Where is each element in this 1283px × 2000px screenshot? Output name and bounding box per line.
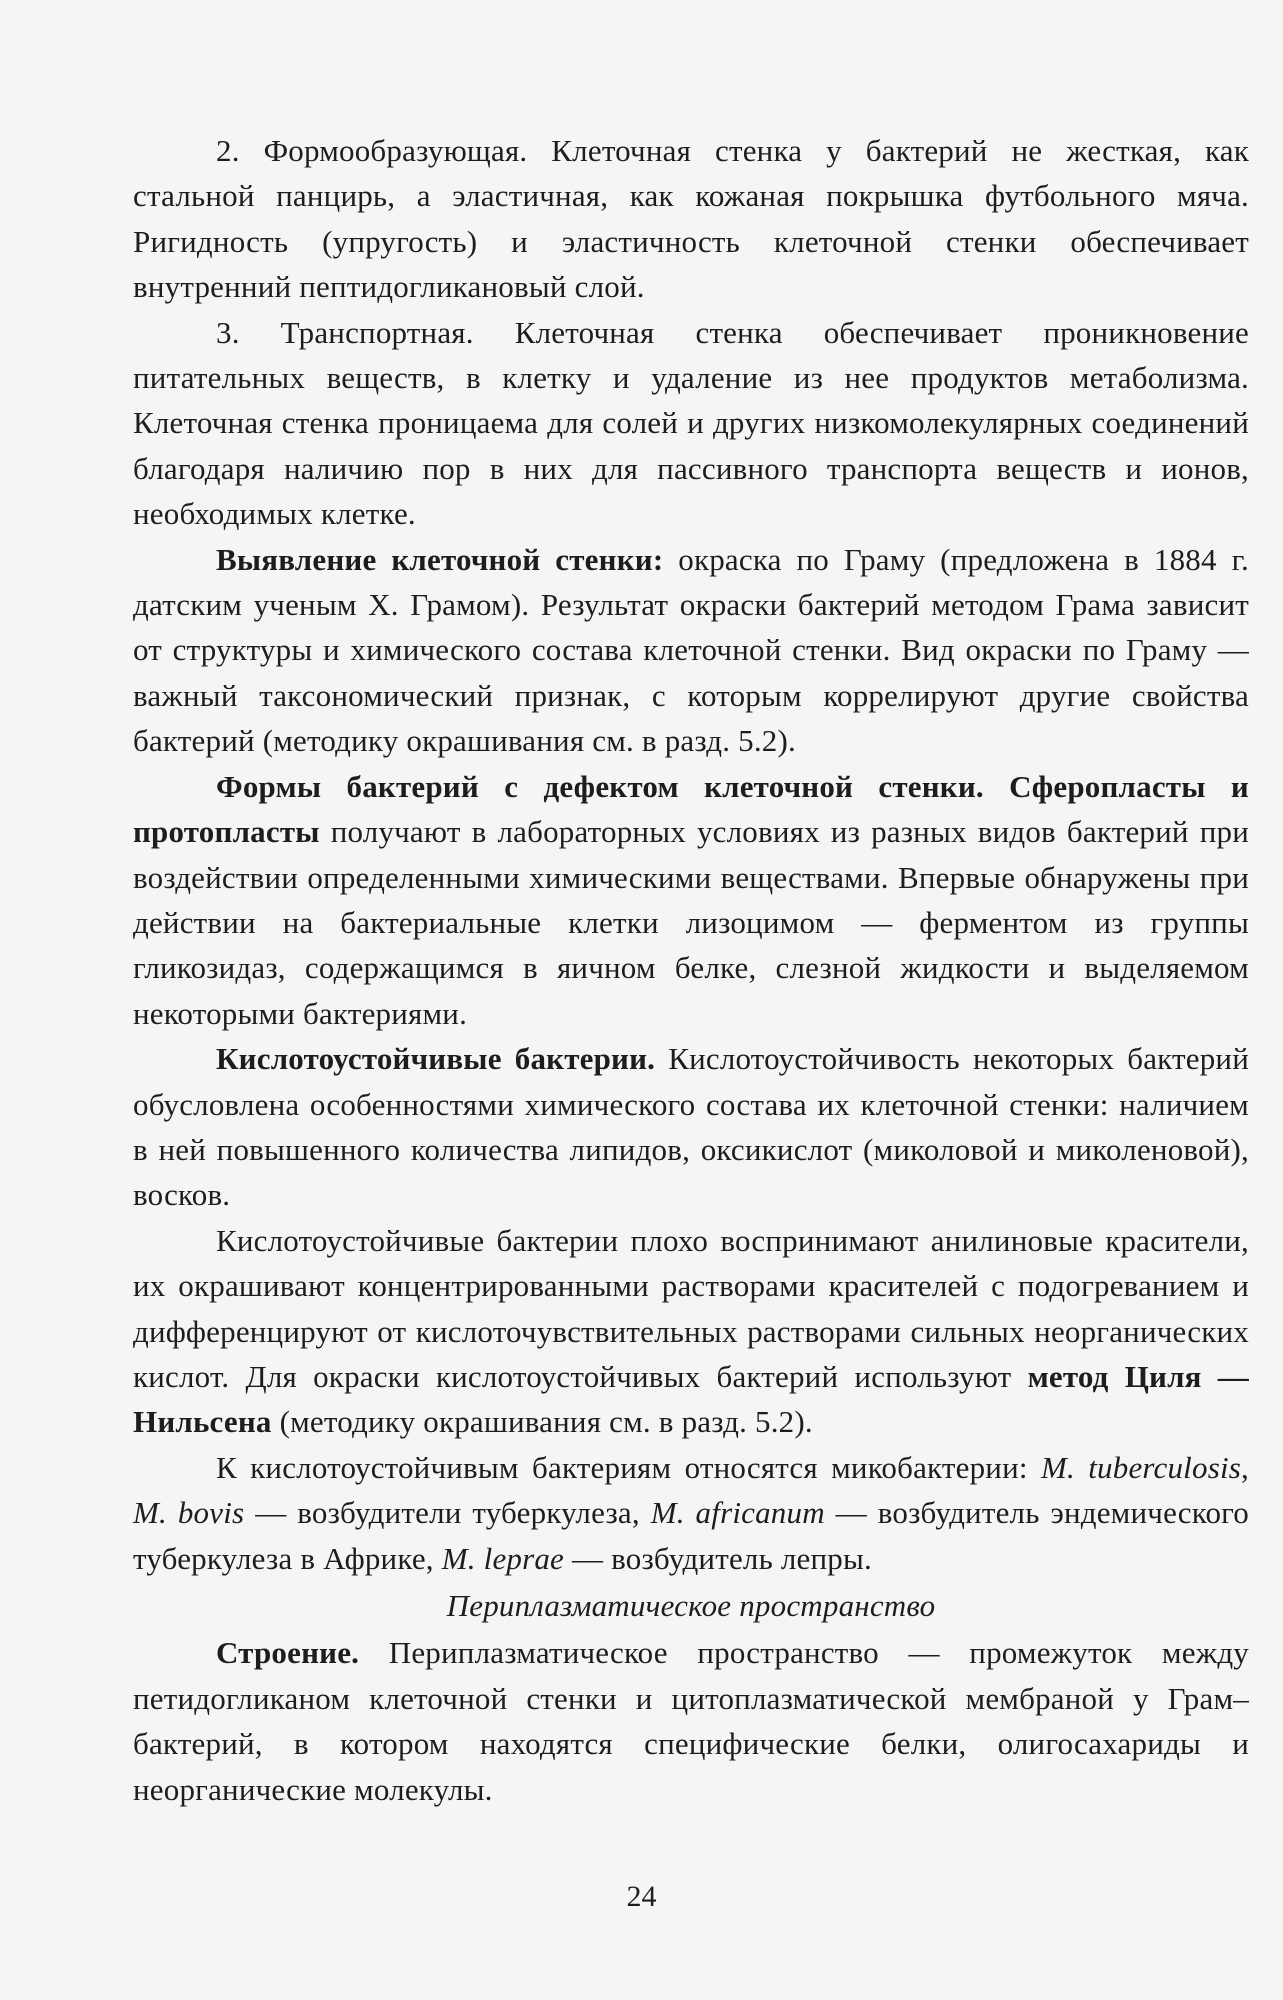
italic-species: M. tuberculosis (1040, 1449, 1242, 1485)
bold-term: метод Циля — Нильсена (133, 1358, 1249, 1440)
paragraph-cell-wall-defect-forms (133, 764, 1249, 1036)
italic-species: M. leprae (441, 1540, 565, 1576)
paragraph-text: (методику окрашивания см. в разд. 5.2). (271, 1404, 813, 1440)
paragraph-text: Кислотоустойчивые бактерии плохо воспринимают анилиновые красители, их окрашивают концентрированными растворами красителей с подогреванием и дифференцируют от кислоточувствительных растворами сильных неорганических кислот. Для окраски кислотоустойчивых бактерий используют (133, 1222, 1249, 1394)
body-text (133, 128, 1249, 1812)
paragraph-text: 3. Транспортная. Клеточная стенка обеспечивает проникновение питательных веществ, в клетку и удаление из нее продуктов метаболизма. Клеточная стенка проницаема для солей и других низкомолекулярных соединений благодаря наличию пор в них для пассивного транспорта веществ и ионов, необходимых клетке. (133, 314, 1249, 532)
bold-term: Формы бактерий с дефектом клеточной стенки. (216, 768, 984, 804)
paragraph-text: Периплазматическое пространство — промежуток между петидогликаном клеточной стенки и цитоплазматической мембраной у Грам– бактерий, в котором находятся специфические белки, олигосахариды и неорганические молекулы. (133, 1635, 1249, 1807)
bold-term: Выявление клеточной стенки: (216, 541, 664, 577)
paragraph-mycobacteria (133, 1445, 1249, 1581)
paragraph-text: — возбудители туберкулеза, (244, 1495, 651, 1531)
paragraph-text: получают в лабораторных условиях из разных видов бактерий при воздействии определенными химическими веществами. Впервые обнаружены при действии на бактериальные клетки лизоцимом — ферментом из группы гликозидаз, содержащимся в яичном белке, слезной жидкости и выделяемом некоторыми бактериями. (133, 814, 1249, 1031)
paragraph-cell-wall-detection (133, 537, 1249, 764)
paragraph-text: 2. Формообразующая. Клеточная стенка у бактерий не жесткая, как стальной панцирь, а эластичная, как кожаная покрышка футбольного мяча. Ригидность (упругость) и эластичность клеточной стенки обеспечивает внутренний пептидогликановый слой. (133, 133, 1249, 305)
bold-term: Строение. (216, 1635, 360, 1671)
bold-term: Сферопласты и протопласты (133, 768, 1249, 850)
paragraph-shape-forming-function (133, 128, 1249, 310)
paragraph-text: , (1241, 1449, 1249, 1485)
section-heading-periplasmic-space: Периплазматическое пространство (446, 1588, 936, 1623)
paragraph-periplasm-structure (133, 1630, 1249, 1812)
paragraph-text: Кислотоустойчивость некоторых бактерий обусловлена особенностями химического состава их клеточной стенки: наличием в ней повышенного количества липидов, оксикислот (миколовой и миколеновой), восков. (133, 1041, 1249, 1213)
paragraph-acid-fast-staining (133, 1218, 1249, 1445)
paragraph-text: — возбудитель лепры. (564, 1540, 872, 1576)
paragraph-text: окраска по Граму (предложена в 1884 г. датским ученым X. Грамом). Результат окраски бактерий методом Грама зависит от структуры и химического состава клеточной стенки. Вид окраски по Граму — важный таксономический признак, с которым коррелируют другие свойства бактерий (методику окрашивания см. в разд. 5.2). (133, 541, 1249, 759)
italic-species: M. africanum (650, 1495, 825, 1531)
paragraph-text: К кислотоустойчивым бактериям относятся микобактерии: (216, 1449, 1041, 1485)
bold-term: Кислотоустойчивые бактерии. (216, 1041, 656, 1077)
italic-species: M. bovis (133, 1495, 245, 1531)
paragraph-text: — возбудитель эндемического туберкулеза в Африке, (133, 1495, 1249, 1576)
paragraph-acid-fast-bacteria (133, 1036, 1249, 1218)
paragraph-transport-function (133, 310, 1249, 537)
page-number: 24 (626, 1880, 657, 1913)
